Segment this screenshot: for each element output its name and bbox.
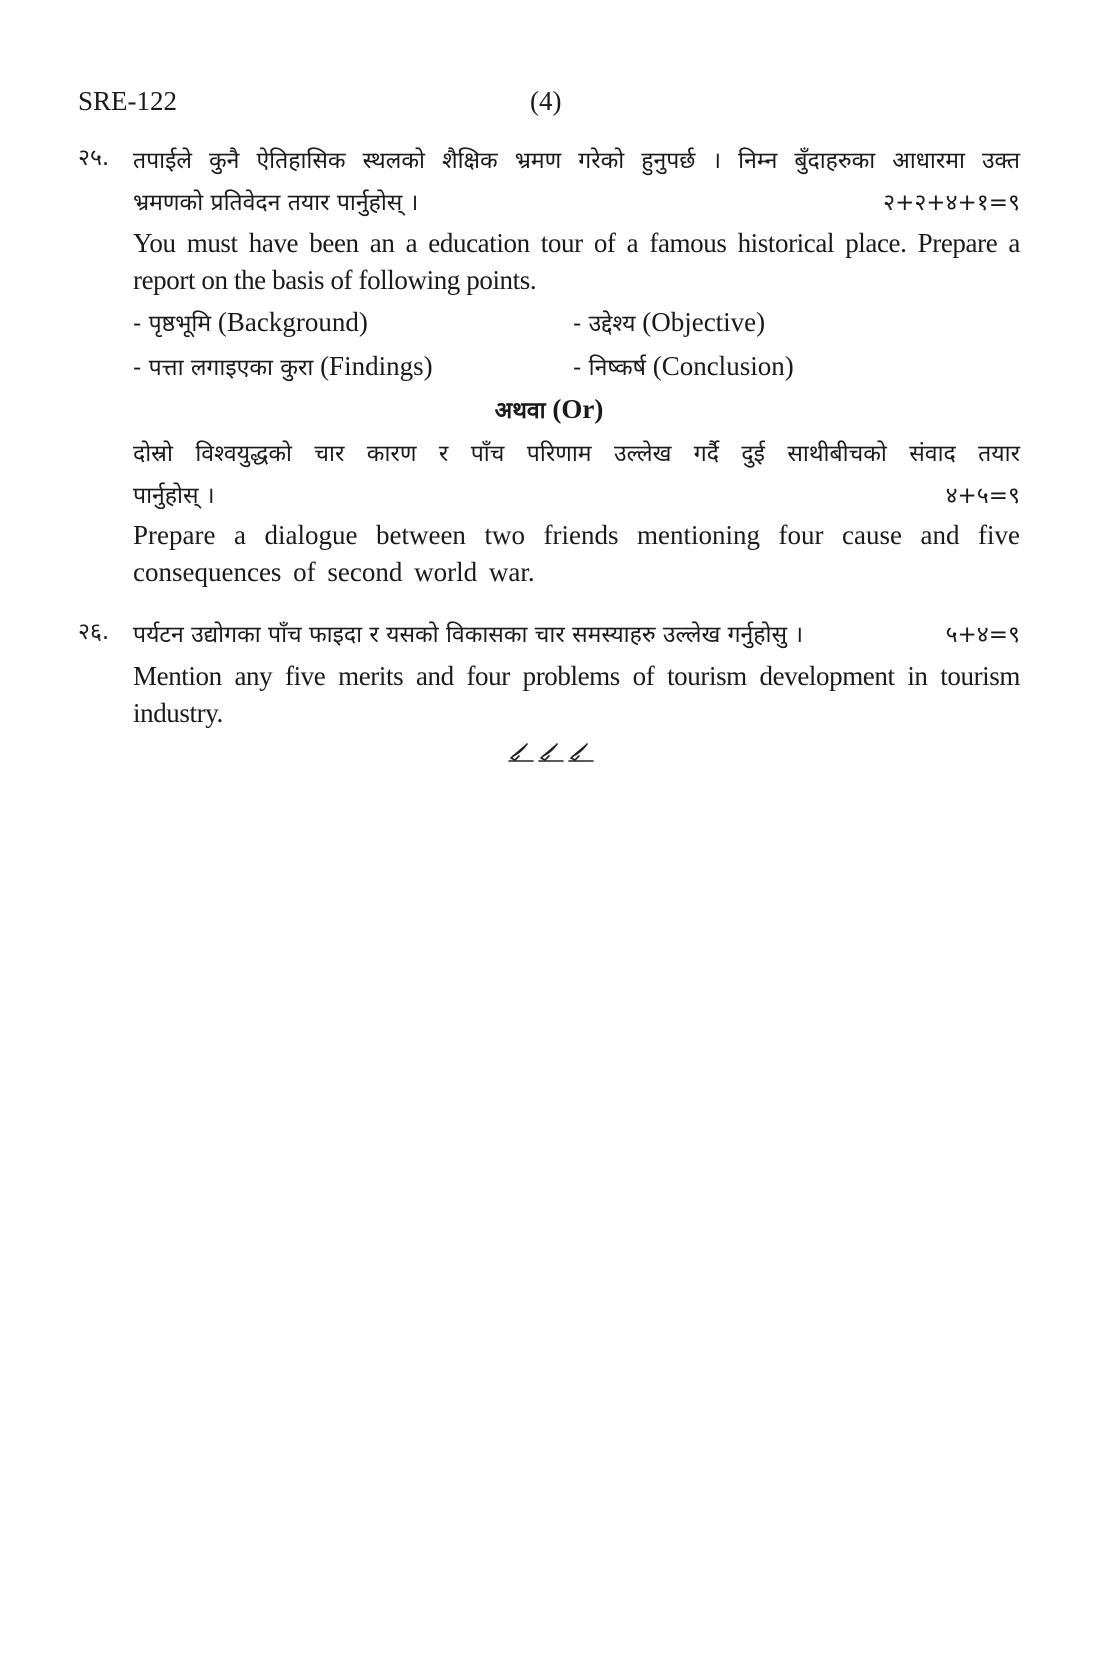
point-label-english: (Background) bbox=[217, 307, 368, 337]
point-label-nepali: - उद्देश्य bbox=[573, 311, 636, 337]
page-number: (4) bbox=[530, 86, 562, 116]
point-label-nepali: - निष्कर्ष bbox=[573, 355, 646, 381]
question-number: २५. bbox=[78, 145, 110, 171]
point-label-nepali: - पत्ता लगाइएका कुरा bbox=[133, 355, 314, 381]
question-26 bbox=[78, 614, 1020, 732]
point-label-english: (Conclusion) bbox=[652, 351, 794, 381]
question-text-english: Mention any five merits and four problems of tourism development in tourism industry. bbox=[133, 661, 1020, 728]
question-body bbox=[133, 140, 1020, 591]
alternative-text-nepali-line-2-row bbox=[133, 475, 1020, 517]
point-findings bbox=[133, 347, 573, 387]
question-text-nepali-line-2: भ्रमणको प्रतिवेदन तयार पार्नुहोस् । bbox=[133, 190, 419, 216]
alternative-text-nepali-line-1: दोस्रो विश्वयुद्धको चार कारण र पाँच परिणाम उल्लेख गर्दै दुई साथीबीचको संवाद तयार bbox=[133, 441, 1020, 467]
alternative-text-nepali-line-2: पार्नुहोस् । bbox=[133, 483, 215, 509]
report-points bbox=[133, 303, 1020, 387]
question-text-nepali-line-2-row bbox=[133, 182, 1020, 224]
marks-distribution: २+२+४+१=९ bbox=[883, 190, 1020, 216]
question-25 bbox=[78, 140, 1020, 591]
question-text-english: You must have been an a education tour of a famous historical place. Prepare a report on the basis of following points. bbox=[133, 228, 1020, 295]
point-label-english: (Findings) bbox=[320, 351, 433, 381]
point-objective bbox=[573, 303, 1020, 343]
point-conclusion bbox=[573, 347, 1020, 387]
question-text-nepali-row bbox=[133, 614, 1020, 656]
question-text-nepali: पर्यटन उद्योगका पाँच फाइदा र यसको विकासका चार समस्याहरु उल्लेख गर्नुहोसु । bbox=[133, 622, 804, 648]
alternative-text-english: Prepare a dialogue between two friends mentioning four cause and five consequences of second world war. bbox=[133, 520, 1020, 587]
point-label-english: (Objective) bbox=[642, 307, 766, 337]
alternative-marks: ४+५=९ bbox=[945, 483, 1020, 509]
or-label-nepali: अथवा bbox=[494, 398, 546, 424]
marks-distribution: ५+४=९ bbox=[945, 622, 1020, 648]
or-label-english: (Or) bbox=[552, 394, 604, 424]
page-header bbox=[78, 86, 1018, 122]
point-background bbox=[133, 303, 573, 343]
or-divider bbox=[78, 389, 1020, 431]
question-body bbox=[133, 614, 1020, 732]
quill-pen-icon bbox=[507, 740, 597, 764]
question-text-nepali-line-1: तपाईले कुनै ऐतिहासिक स्थलको शैक्षिक भ्रमण गरेको हुनुपर्छ । निम्न बुँदाहरुका आधारमा उक्त bbox=[133, 148, 1020, 174]
question-number: २६. bbox=[78, 619, 110, 645]
point-label-nepali: - पृष्ठभूमि bbox=[133, 311, 212, 337]
end-ornament bbox=[0, 740, 1103, 769]
paper-code: SRE-122 bbox=[78, 86, 178, 116]
